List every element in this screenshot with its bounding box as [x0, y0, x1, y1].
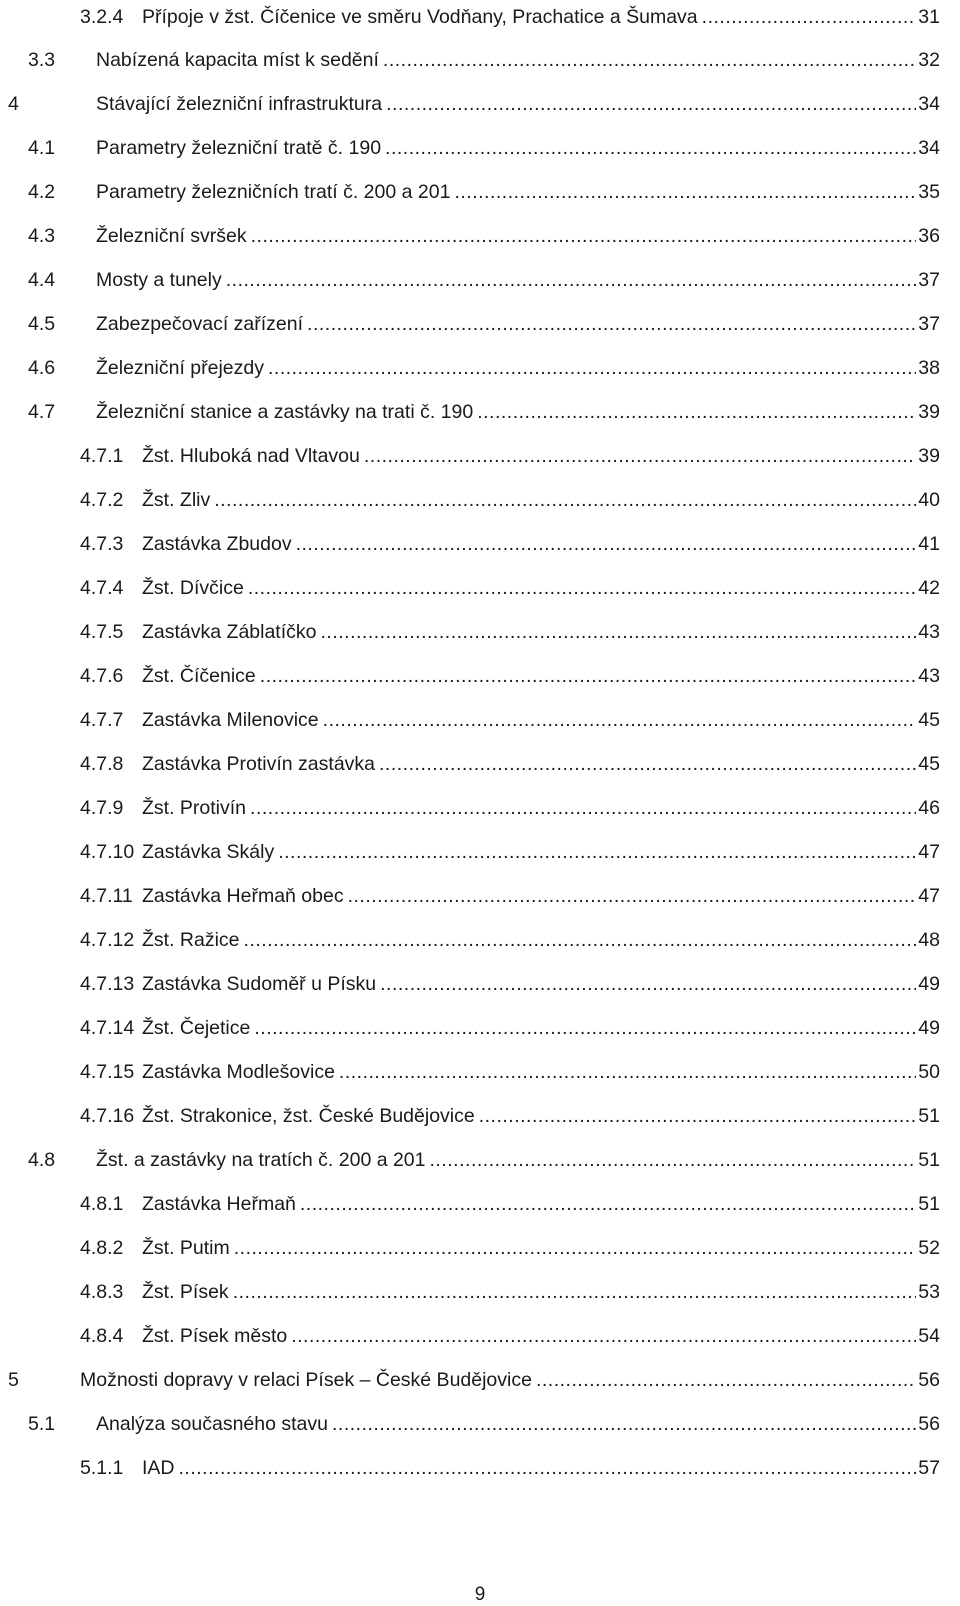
- toc-leader-dots: [386, 91, 916, 117]
- toc-entry-title: Analýza současného stavu: [96, 1413, 328, 1435]
- toc-entry-number: 4.7.16: [80, 1105, 135, 1127]
- toc-entry-page: 34: [918, 93, 940, 115]
- toc-entry-number: 4.4: [28, 269, 56, 291]
- toc-entry-page: 36: [918, 225, 940, 247]
- toc-entry-number: 4.7: [28, 401, 56, 423]
- toc-entry-page: 34: [918, 137, 940, 159]
- toc-entry[interactable]: [28, 43, 940, 73]
- toc-entry[interactable]: [80, 439, 940, 469]
- toc-entry-title: Žst. Písek město: [142, 1325, 288, 1347]
- toc-entry[interactable]: [80, 1275, 940, 1305]
- toc-leader-dots: [214, 487, 916, 513]
- toc-entry-number: 4.5: [28, 313, 56, 335]
- toc-entry-page: 47: [918, 885, 940, 907]
- toc-entry-page: 43: [918, 665, 940, 687]
- toc-entry-number: 4.7.11: [80, 885, 133, 907]
- toc-leader-dots: [250, 795, 916, 821]
- toc-entry-number: 4.7.4: [80, 577, 124, 599]
- toc-entry-page: 31: [918, 6, 940, 28]
- toc-entry[interactable]: [80, 1319, 940, 1349]
- toc-entry-page: 32: [918, 49, 940, 71]
- toc-entry[interactable]: [80, 1099, 940, 1129]
- toc-entry-page: 54: [918, 1325, 940, 1347]
- toc-leader-dots: [323, 707, 917, 733]
- toc-entry-number: 4.7.3: [80, 533, 124, 555]
- toc-entry-number: 4.7.14: [80, 1017, 135, 1039]
- toc-entry-number: 4.7.7: [80, 709, 124, 731]
- toc-entry[interactable]: [28, 307, 940, 337]
- toc-entry-page: 51: [918, 1149, 940, 1171]
- toc-entry-title: Stávající železniční infrastruktura: [96, 93, 383, 115]
- toc-entry-title: Zastávka Heřmaň obec: [142, 885, 344, 907]
- toc-entry-title: Žst. a zastávky na tratích č. 200 a 201: [96, 1149, 426, 1171]
- toc-entry-page: 51: [918, 1105, 940, 1127]
- toc-leader-dots: [479, 1103, 917, 1129]
- toc-entry-title: Zastávka Zbudov: [142, 533, 292, 555]
- toc-leader-dots: [248, 575, 916, 601]
- toc-entry[interactable]: [80, 659, 940, 689]
- toc-entry-title: Zastávka Milenovice: [142, 709, 319, 731]
- toc-entry[interactable]: [80, 527, 940, 557]
- toc-entry-page: 47: [918, 841, 940, 863]
- toc-entry-page: 56: [918, 1413, 940, 1435]
- toc-entry-page: 37: [918, 269, 940, 291]
- toc-entry[interactable]: [80, 923, 940, 953]
- toc-entry-title: Žst. Putim: [142, 1237, 230, 1259]
- toc-entry-number: 4.7.13: [80, 973, 135, 995]
- toc-entry-number: 4.7.15: [80, 1061, 135, 1083]
- toc-leader-dots: [226, 267, 917, 293]
- toc-entry-page: 45: [918, 753, 940, 775]
- toc-leader-dots: [380, 971, 916, 997]
- toc-leader-dots: [430, 1147, 917, 1173]
- toc-entry-title: Mosty a tunely: [96, 269, 222, 291]
- toc-entry-page: 52: [918, 1237, 940, 1259]
- toc-entry[interactable]: [28, 395, 940, 425]
- toc-entry-number: 4.8.3: [80, 1281, 124, 1303]
- toc-entry-number: 4: [8, 93, 19, 115]
- toc-leader-dots: [307, 311, 916, 337]
- toc-entry-number: 4.7.8: [80, 753, 124, 775]
- toc-entry-page: 49: [918, 1017, 940, 1039]
- toc-entry-title: Zastávka Skály: [142, 841, 275, 863]
- toc-leader-dots: [268, 355, 916, 381]
- toc-entry-number: 5.1: [28, 1413, 56, 1435]
- toc-entry-title: Žst. Dívčice: [142, 577, 244, 599]
- toc-entry-page: 38: [918, 357, 940, 379]
- toc-leader-dots: [300, 1191, 916, 1217]
- toc-entry-title: Žst. Strakonice, žst. České Budějovice: [142, 1105, 475, 1127]
- toc-leader-dots: [278, 839, 916, 865]
- toc-leader-dots: [179, 1455, 917, 1481]
- toc-entry[interactable]: [80, 791, 940, 821]
- toc-entry[interactable]: [28, 263, 940, 293]
- toc-leader-dots: [244, 927, 917, 953]
- toc-entry-title: IAD: [142, 1457, 175, 1479]
- toc-entry-page: 46: [918, 797, 940, 819]
- page-number: 9: [474, 1584, 486, 1605]
- toc-entry-title: Železniční stanice a zastávky na trati č. 190: [96, 401, 474, 423]
- toc-leader-dots: [477, 399, 916, 425]
- toc-entry[interactable]: [80, 967, 940, 997]
- toc-entry-number: 4.7.6: [80, 665, 124, 687]
- toc-entry-number: 4.7.2: [80, 489, 124, 511]
- toc-entry-number: 5: [8, 1369, 19, 1391]
- toc-leader-dots: [251, 223, 917, 249]
- toc-entry-title: Nabízená kapacita míst k sedění: [96, 49, 379, 71]
- toc-entry[interactable]: [28, 131, 940, 161]
- toc-entry[interactable]: [80, 1451, 940, 1481]
- toc-entry-title: Parametry železniční tratě č. 190: [96, 137, 382, 159]
- toc-entry[interactable]: [80, 1231, 940, 1261]
- toc-entry-title: Zabezpečovací zařízení: [96, 313, 304, 335]
- toc-entry-number: 3.2.4: [80, 6, 124, 28]
- toc-entry-title: Zastávka Modlešovice: [142, 1061, 335, 1083]
- toc-entry[interactable]: [80, 615, 940, 645]
- toc-entry[interactable]: [80, 835, 940, 865]
- toc-entry-title: Zastávka Protivín zastávka: [142, 753, 376, 775]
- toc-entry-page: 37: [918, 313, 940, 335]
- toc-entry-title: Žst. Číčenice: [142, 665, 256, 687]
- toc-entry-number: 4.7.10: [80, 841, 135, 863]
- toc-entry-title: Železniční svršek: [96, 225, 247, 247]
- toc-leader-dots: [348, 883, 917, 909]
- toc-entry-title: Možnosti dopravy v relaci Písek – České Budějovice: [80, 1369, 532, 1391]
- toc-entry-page: 50: [918, 1061, 940, 1083]
- toc-entry-title: Železniční přejezdy: [96, 357, 264, 379]
- toc-entry-title: Žst. Protivín: [142, 797, 247, 819]
- toc-entry[interactable]: [80, 703, 940, 733]
- toc-entry-number: 3.3: [28, 49, 56, 71]
- toc-entry-number: 4.7.12: [80, 929, 135, 951]
- toc-entry[interactable]: [28, 351, 940, 381]
- toc-entry[interactable]: [28, 1407, 940, 1437]
- toc-entry-title: Žst. Ražice: [142, 929, 240, 951]
- toc-entry-number: 4.8.4: [80, 1325, 124, 1347]
- toc-leader-dots: [332, 1411, 916, 1437]
- toc-entry-number: 4.7.9: [80, 797, 124, 819]
- toc-entry[interactable]: [8, 1363, 940, 1393]
- toc-entry-title: Zastávka Sudoměř u Písku: [142, 973, 377, 995]
- toc-entry[interactable]: [28, 1143, 940, 1173]
- toc-leader-dots: [385, 135, 916, 161]
- toc-entry-number: 4.6: [28, 357, 56, 379]
- toc-entry-page: 53: [918, 1281, 940, 1303]
- toc-entry-number: 4.8.1: [80, 1193, 124, 1215]
- toc-entry-page: 42: [918, 577, 940, 599]
- toc-leader-dots: [364, 443, 916, 469]
- toc-entry-title: Žst. Písek: [142, 1281, 229, 1303]
- toc-leader-dots: [233, 1279, 917, 1305]
- toc-entry[interactable]: [80, 483, 940, 513]
- toc-entry-page: 39: [918, 445, 940, 467]
- toc-entry-page: 43: [918, 621, 940, 643]
- toc-leader-dots: [454, 179, 916, 205]
- toc-entry-page: 57: [918, 1457, 940, 1479]
- toc-leader-dots: [296, 531, 917, 557]
- toc-entry[interactable]: [80, 1011, 940, 1041]
- toc-entry-title: Žst. Hluboká nad Vltavou: [142, 445, 360, 467]
- toc-entry-page: 40: [918, 489, 940, 511]
- toc-entry[interactable]: [28, 175, 940, 205]
- toc-leader-dots: [379, 751, 916, 777]
- toc-entry[interactable]: [80, 0, 940, 30]
- toc-leader-dots: [291, 1323, 916, 1349]
- toc-entry-number: 4.1: [28, 137, 56, 159]
- toc-entry-page: 35: [918, 181, 940, 203]
- toc-entry[interactable]: [80, 747, 940, 777]
- toc-entry-number: 4.7.5: [80, 621, 124, 643]
- toc-entry-number: 4.8: [28, 1149, 56, 1171]
- toc-leader-dots: [321, 619, 917, 645]
- toc-entry-title: Žst. Zliv: [142, 489, 211, 511]
- toc-leader-dots: [383, 47, 916, 73]
- toc-entry-title: Zastávka Heřmaň: [142, 1193, 296, 1215]
- toc-entry-title: Žst. Čejetice: [142, 1017, 251, 1039]
- toc-entry-number: 4.7.1: [80, 445, 124, 467]
- toc-entry-number: 4.2: [28, 181, 56, 203]
- toc-entry-title: Zastávka Záblatíčko: [142, 621, 317, 643]
- toc-entry-number: 5.1.1: [80, 1457, 124, 1479]
- toc-entry[interactable]: [80, 879, 940, 909]
- toc-entry-page: 39: [918, 401, 940, 423]
- toc-leader-dots: [254, 1015, 916, 1041]
- toc-entry[interactable]: [28, 219, 940, 249]
- toc-entry-page: 51: [918, 1193, 940, 1215]
- toc-leader-dots: [260, 663, 917, 689]
- toc-leader-dots: [339, 1059, 916, 1085]
- toc-entry-page: 45: [918, 709, 940, 731]
- toc-leader-dots: [702, 4, 917, 30]
- toc-entry-page: 56: [918, 1369, 940, 1391]
- toc-entry-page: 41: [918, 533, 940, 555]
- toc-entry-page: 49: [918, 973, 940, 995]
- toc-entry[interactable]: [8, 87, 940, 117]
- toc-entry[interactable]: [80, 571, 940, 601]
- toc-entry[interactable]: [80, 1055, 940, 1085]
- toc-entry-title: Přípoje v žst. Číčenice ve směru Vodňany, Prachatice a Šumava: [142, 6, 698, 28]
- toc-leader-dots: [536, 1367, 916, 1393]
- toc-entry-page: 48: [918, 929, 940, 951]
- toc-entry-number: 4.3: [28, 225, 56, 247]
- toc-entry[interactable]: [80, 1187, 940, 1217]
- toc-entry-number: 4.8.2: [80, 1237, 124, 1259]
- toc-leader-dots: [234, 1235, 917, 1261]
- toc-entry-title: Parametry železničních tratí č. 200 a 201: [96, 181, 451, 203]
